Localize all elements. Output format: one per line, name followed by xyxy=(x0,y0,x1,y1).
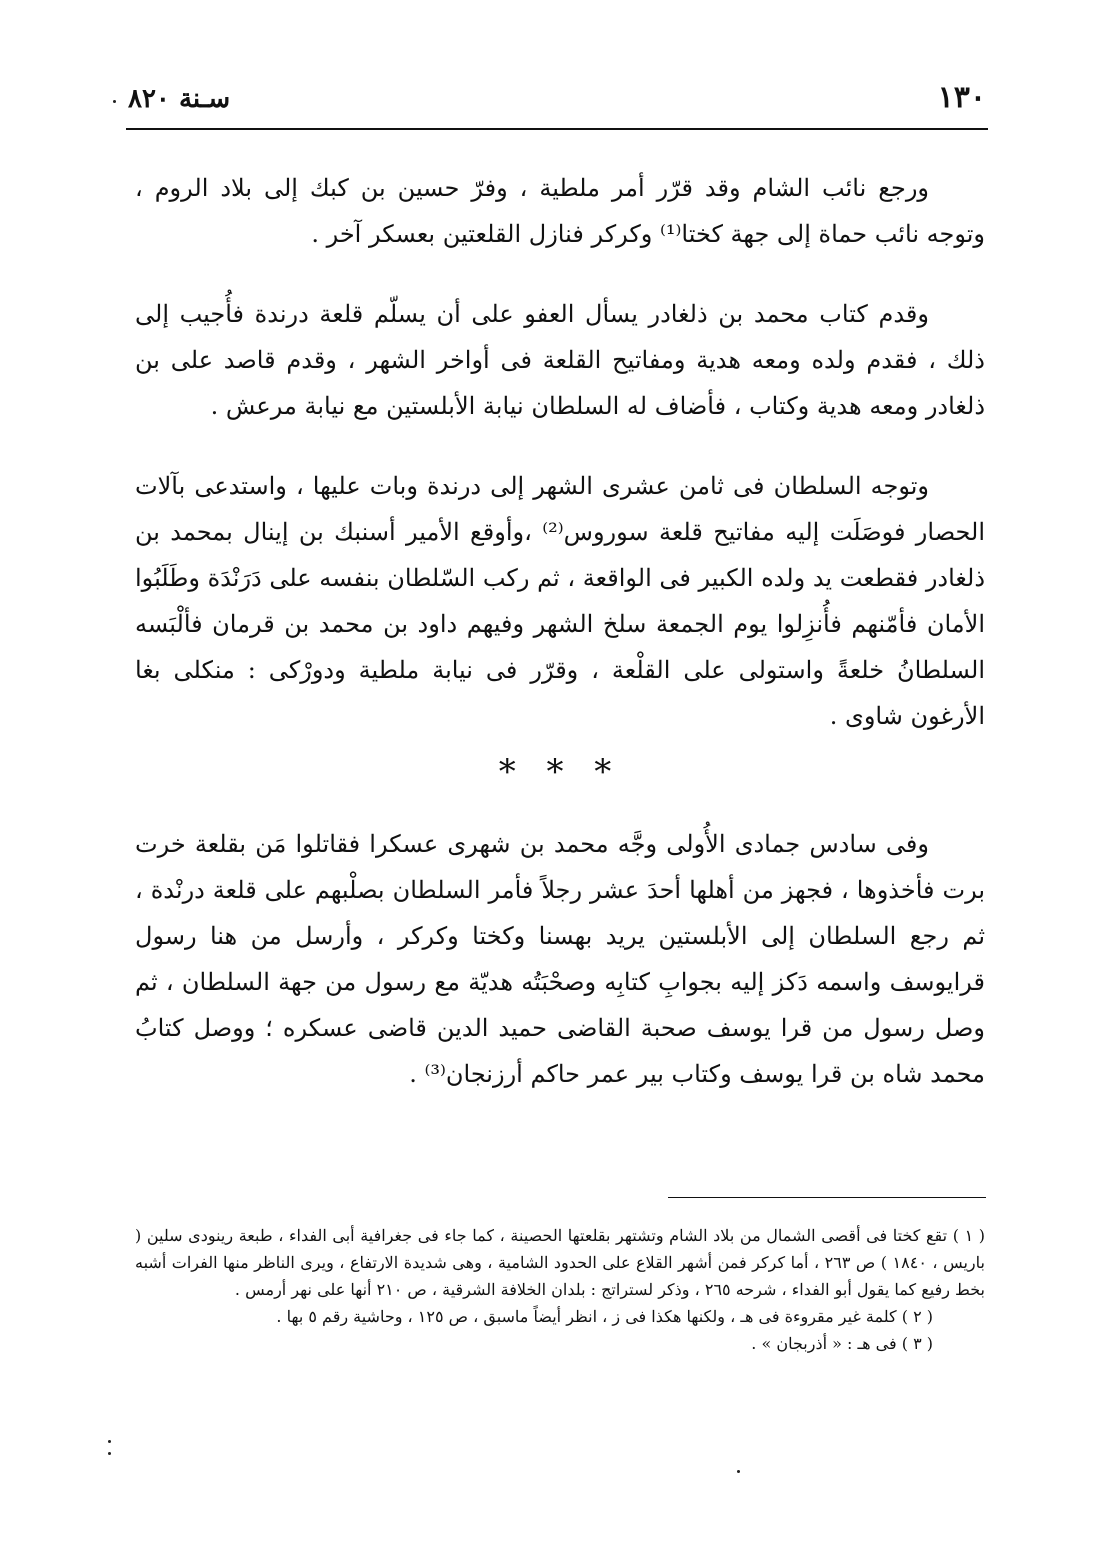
scan-speck xyxy=(737,1470,740,1473)
footnote-rule xyxy=(668,1197,986,1198)
scan-speck xyxy=(108,1452,111,1455)
section-separator: * * * xyxy=(498,752,622,792)
header-rule xyxy=(126,128,988,130)
footnotes xyxy=(135,1222,985,1357)
running-head-year: سـنة ٨٢٠ xyxy=(128,84,231,114)
page-header xyxy=(128,80,986,124)
footnote-3: ( ٣ ) فى هـ : « أذربجان » . xyxy=(751,1334,933,1353)
scan-speck xyxy=(113,100,116,103)
paragraph: ورجع نائب الشام وقد قرّر أمر ملطية ، وفرّ حسين بن كبك إلى بلاد الروم ، وتوجه نائب حماة إلى جهة كختا⁽¹⁾ وكركر فنازل القلعتين بعسكر آخر . xyxy=(135,174,985,248)
page-number: ١٣٠ xyxy=(937,80,986,115)
footnote-1: ( ١ ) تقع كختا فى أقصى الشمال من بلاد الشام وتشتهر بقلعتها الحصينة ، كما جاء فى جغرافية أبى الفداء ، طبعة رينودى سلين ( باريس ، ١٨٤٠ ) ص ٢٦٣ ، أما كركر فمن أشهر القلاع على الحدود الشامية ، وهى شديدة الارتفاع ، ويرى الناظر منها الفرات أشبه بخط رفيع كما يقول أبو الفداء ، شرحه ٢٦٥ ، وذكر لستراتج : بلدان الخلافة الشرقية ، ص ٢١٠ أنها على نهر أرمس . xyxy=(135,1226,986,1299)
main-text xyxy=(135,165,985,1097)
paragraph: وتوجه السلطان فى ثامن عشرى الشهر إلى درندة وبات عليها ، واستدعى بآلات الحصار فوصَلَت إليه مفاتيح قلعة سوروس⁽²⁾ ،وأوقع الأمير أسنبك بن إينال بمحمد بن ذلغادر فقطعت يد ولده الكبير فى الواقعة ، ثم ركب السّلطان بنفسه على دَرَنْدَة وطَلَبُوا الأمان فأمّنهم فأُنزِلوا يوم الجمعة سلخ الشهر وفيهم داود بن محمد بن قرمان فألْبَسه السلطانُ خلعةً واستولى على القلْعة ، وقرّر فى نيابة ملطية ودورْكى : منكلى بغا الأرغون شاوى . xyxy=(135,472,986,730)
paragraph: وقدم كتاب محمد بن ذلغادر يسأل العفو على أن يسلّم قلعة درندة فأُجيب إلى ذلك ، فقدم ولده ومعه هدية ومفاتيح القلعة فى أواخر الشهر ، وقدم قاصد على بن ذلغادر ومعه هدية وكتاب ، فأضاف له السلطان نيابة الأبلستين مع نيابة مرعش . xyxy=(135,300,985,420)
scan-speck xyxy=(108,1440,111,1443)
footnote-2: ( ٢ ) كلمة غير مقروءة فى هـ ، ولكنها هكذا فى ز ، انظر أيضاً ماسبق ، ص ١٢٥ ، وحاشية رقم ٥ بها . xyxy=(276,1307,933,1326)
paragraph: وفى سادس جمادى الأُولى وجَّه محمد بن شهرى عسكرا فقاتلوا مَن بقلعة خرت برت فأخذوها ، فجهز من أهلها أحدَ عشر رجلاً فأمر السلطان بصلْبهم على قلعة درنْدة ، ثم رجع السلطان إلى الأبلستين يريد بهسنا وكختا وكركر ، وأرسل من هنا رسول قرايوسف واسمه دَكز إليه بجوابِ كتابِه وصحْبَتُه هديّة مع رسول من جهة السلطان ، ثم وصل رسول من قرا يوسف صحبة القاضى حميد الدين قاضى عسكره ؛ ووصل كتابُ محمد شاه بن قرا يوسف وكتاب بير عمر حاكم أرزنجان⁽³⁾ . xyxy=(135,830,985,1088)
